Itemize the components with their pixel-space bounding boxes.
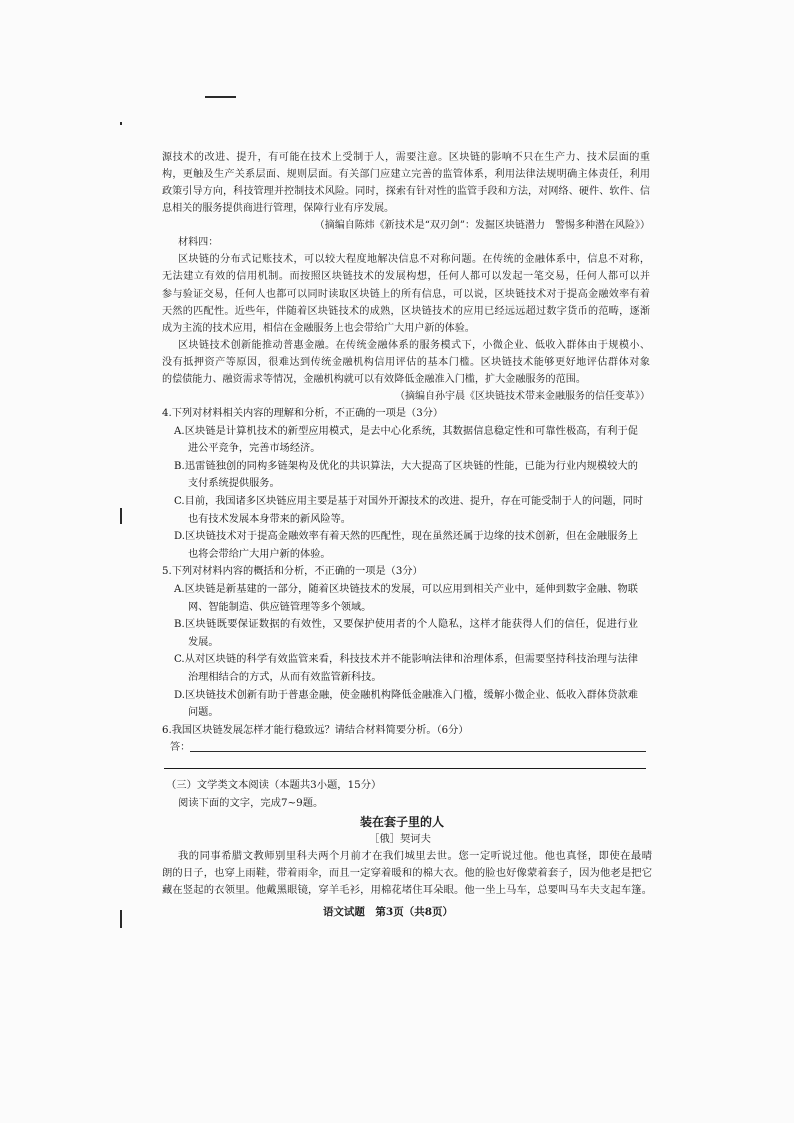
story-text	[162, 848, 652, 899]
question4-option-c-cont: 也有技术发展本身带来的新风险等。	[188, 513, 351, 525]
question5-option-d-cont: 问题。	[188, 707, 219, 719]
material3-line: 源技术的改进、提升，有可能在技术上受制于人，需要注意。区块链的影响不只在生产力、技术层面的重	[162, 152, 650, 163]
material4-line: 参与验证交易，任何人也都可以同时读取区块链上的所有信息，可以说，区块链技术对于提高金融效率有着	[162, 288, 650, 300]
question5-stem: 5.下列对材料内容的概括和分析，不正确的一项是（3分）	[162, 566, 423, 578]
story-title: 装在套子里的人	[359, 815, 444, 829]
scan-mark-top-line	[205, 96, 236, 98]
material4-line: 天然的匹配性。近些年，伴随着区块链技术的成熟，区块链技术的应用已经远远超过数字货币的范畴，逐渐	[162, 305, 650, 317]
answer-line	[164, 768, 646, 769]
question5-option-a-cont: 网、智能制造、供应链管理等多个领域。	[188, 601, 372, 613]
material4-line: 成为主流的技术应用，相信在金融服务上也会带给广大用户新的体验。	[162, 322, 475, 334]
question5-option-a: A.区块链是新基建的一部分，随着区块链技术的发展，可以应用到相关产业中，延伸到数字金融、物联	[174, 583, 638, 595]
question4-option-b: B.迅雷链独创的同构多链架构及优化的共识算法，大大提高了区块链的性能，已能为行业内规模较大的	[174, 460, 638, 472]
material4-heading: 材料四：	[178, 237, 219, 249]
story-line: 我的同事希腊文教师别里科夫两个月前才在我们城里去世。您一定听说过他。他也真怪，即使在最晴	[178, 850, 652, 862]
question5-option-c-cont: 治理相结合的方式，从而有效监管新科技。	[188, 671, 382, 683]
story-author: ［俄］契诃夫	[369, 833, 431, 845]
material4-line: 的偿债能力、融资需求等情况，金融机构就可以有效降低金融准入门槛，扩大金融服务的范围。	[162, 373, 586, 385]
section3-instruction: 阅读下面的文字，完成7~9题。	[178, 797, 324, 809]
story-line: 藏在竖起的衣领里。他戴黑眼镜，穿羊毛衫，用棉花堵住耳朵眼。他一坐上马车，总要叫马车夫支起车篷。	[162, 884, 652, 896]
story-line: 朗的日子，也穿上雨鞋，带着雨伞，而且一定穿着暖和的棉大衣。他的脸也好像蒙着套子，因为他老是把它	[162, 867, 652, 879]
material4-line: 没有抵押资产等原因，很难达到传统金融机构信用评估的基本门槛。区块链技术能够更好地评估群体对象	[162, 356, 650, 368]
question4-option-a: A.区块链是计算机技术的新型应用模式，是去中心化系统，其数据信息稳定性和可靠性极高，有利于促	[174, 425, 638, 437]
material3-line: 息相关的服务提供商进行管理，保障行业有序发展。	[162, 203, 395, 215]
scan-mark-left-mid	[120, 508, 122, 524]
question5-option-d: D.区块链技术创新有助于普惠金融，使金融机构降低金融准入门槛，缓解小微企业、低收入群体贷款难	[174, 689, 638, 701]
question4-option-b-cont: 支付系统提供服务。	[188, 478, 280, 490]
reading-materials	[162, 149, 650, 405]
scan-mark-dot	[120, 122, 122, 125]
answer-line	[190, 751, 646, 752]
material4-line: 区块链技术创新能推动普惠金融。在传统金融体系的服务模式下，小微企业、低收入群体由于规模小、	[178, 339, 650, 351]
material3-line: 政策引导方向，科技管理并控制技术风险。同时，探索有针对性的监管手段和方法，对网络、硬件、软件、信	[162, 186, 650, 198]
question6-stem: 6.我国区块链发展怎样才能行稳致远？请结合材料简要分析。（6分）	[162, 724, 469, 736]
question5-option-b: B.区块链既要保证数据的有效性，又要保护使用者的个人隐私，这样才能获得人们的信任，促进行业	[174, 619, 638, 631]
question4-option-a-cont: 进公平竞争，完善市场经济。	[188, 443, 321, 455]
section3-heading: （三）文学类文本阅读（本题共3小题，15分）	[166, 779, 382, 791]
scan-mark-left-bottom	[120, 910, 122, 928]
question4-option-d-cont: 也将会带给广大用户新的体验。	[188, 548, 331, 560]
material3-line: 构，更触及生产关系层面、规则层面。有关部门应建立完善的监管体系，利用法律法规明确主体责任，利用	[162, 169, 650, 181]
material4-line: 区块链的分布式记账技术，可以较大程度地解决信息不对称问题。在传统的金融体系中，信息不对称，	[178, 254, 650, 266]
question5-option-c: C.从对区块链的科学有效监管来看，科技技术并不能影响法律和治理体系，但需要坚持科技治理与法律	[174, 654, 638, 666]
questions	[162, 405, 650, 739]
question4-option-d: D.区块链技术对于提高金融效率有着天然的匹配性，现在虽然还属于边缘的技术创新，但在金融服务上	[174, 531, 638, 543]
material3-source: （摘编自陈炜《新技术是“双刃剑”：发掘区块链潜力 警惕多种潜在风险》）	[314, 220, 650, 232]
answer-label: 答：	[170, 742, 191, 753]
material4-source: （摘编自孙宇晨《区块链技术带来金融服务的信任变革》）	[395, 390, 650, 402]
question4-stem: 4.下列对材料相关内容的理解和分析，不正确的一项是（3分）	[162, 408, 444, 419]
question5-option-b-cont: 发展。	[188, 636, 219, 648]
question4-option-c: C.目前，我国诸多区块链应用主要是基于对国外开源技术的改进、提升，存在可能受制于人的问题，同时	[174, 495, 644, 507]
page-footer: 语文试题 第3页（共8页）	[322, 906, 454, 918]
material4-line: 无法建立有效的信用机制。而按照区块链技术的发展构想，任何人都可以发起一笔交易，任何人都可以并	[162, 271, 650, 283]
